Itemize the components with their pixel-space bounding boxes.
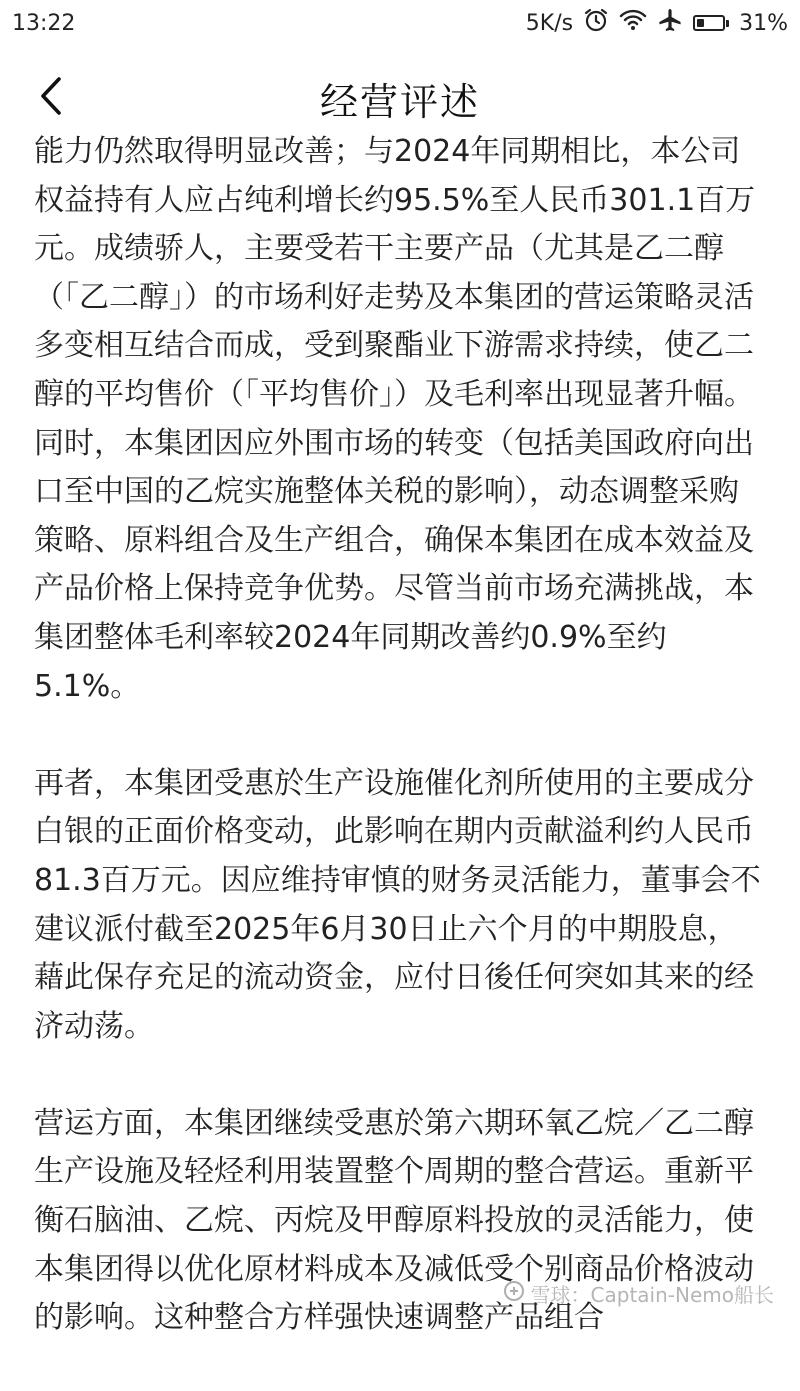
article-paragraph: 再者，本集团受惠於生产设施催化剂所使用的主要成分白银的正面价格变动，此影响在期内贡献溢利约人民币81.3百万元。因应维持审慎的财务灵活能力，董事会不建议派付截至2025年6月30日止六个月的中期股息，藉此保存充足的流动资金，应付日後任何突如其来的经济动荡。 — [34, 765, 761, 1044]
alarm-icon — [583, 7, 609, 39]
watermark — [503, 1279, 774, 1308]
status-bar — [0, 0, 800, 46]
network-speed: 5K/s — [525, 10, 574, 36]
page-title: 经营评述 — [319, 79, 480, 124]
article-paragraph: 能力仍然取得明显改善；与2024年同期相比，本公司权益持有人应占纯利增长约95.5%至人民币301.1百万元。成绩骄人，主要受若干主要产品（尤其是乙二醇（「乙二醇」）的市场利好走势及本集团的营运策略灵活多变相互结合而成，受到聚酯业下游需求持续，使乙二醇的平均售价（「平均售价」）及毛利率出现显著升幅。同时，本集团因应外围市场的转变（包括美国政府向出口至中国的乙烷实施整体关税的影响），动态调整采购策略、原料组合及生产组合，确保本集团在成本效益及产品价格上保持竞争优势。尽管当前市场充满挑战，本集团整体毛利率较2024年同期改善约0.9%至约5.1%。 — [34, 134, 756, 704]
xueqiu-logo-icon — [503, 1280, 525, 1307]
battery-icon — [693, 15, 729, 31]
battery-percent: 31% — [739, 10, 788, 36]
back-button[interactable] — [26, 70, 76, 126]
chevron-left-icon — [38, 76, 64, 120]
wifi-icon — [619, 8, 647, 38]
status-time: 13:22 — [12, 10, 76, 36]
status-icons — [526, 7, 788, 39]
watermark-text: 雪球：Captain-Nemo船长 — [530, 1283, 774, 1307]
article-paragraph: 营运方面，本集团继续受惠於第六期环氧乙烷／乙二醇生产设施及轻烃利用装置整个周期的整合营运。重新平衡石脑油、乙烷、丙烷及甲醇原料投放的灵活能力，使本集团得以优化原材料成本及减低受个别商品价格波动的影响。这种整合方样强快速调整产品组合 — [34, 1105, 754, 1336]
article-body[interactable] — [34, 128, 766, 1391]
airplane-icon — [657, 7, 683, 39]
